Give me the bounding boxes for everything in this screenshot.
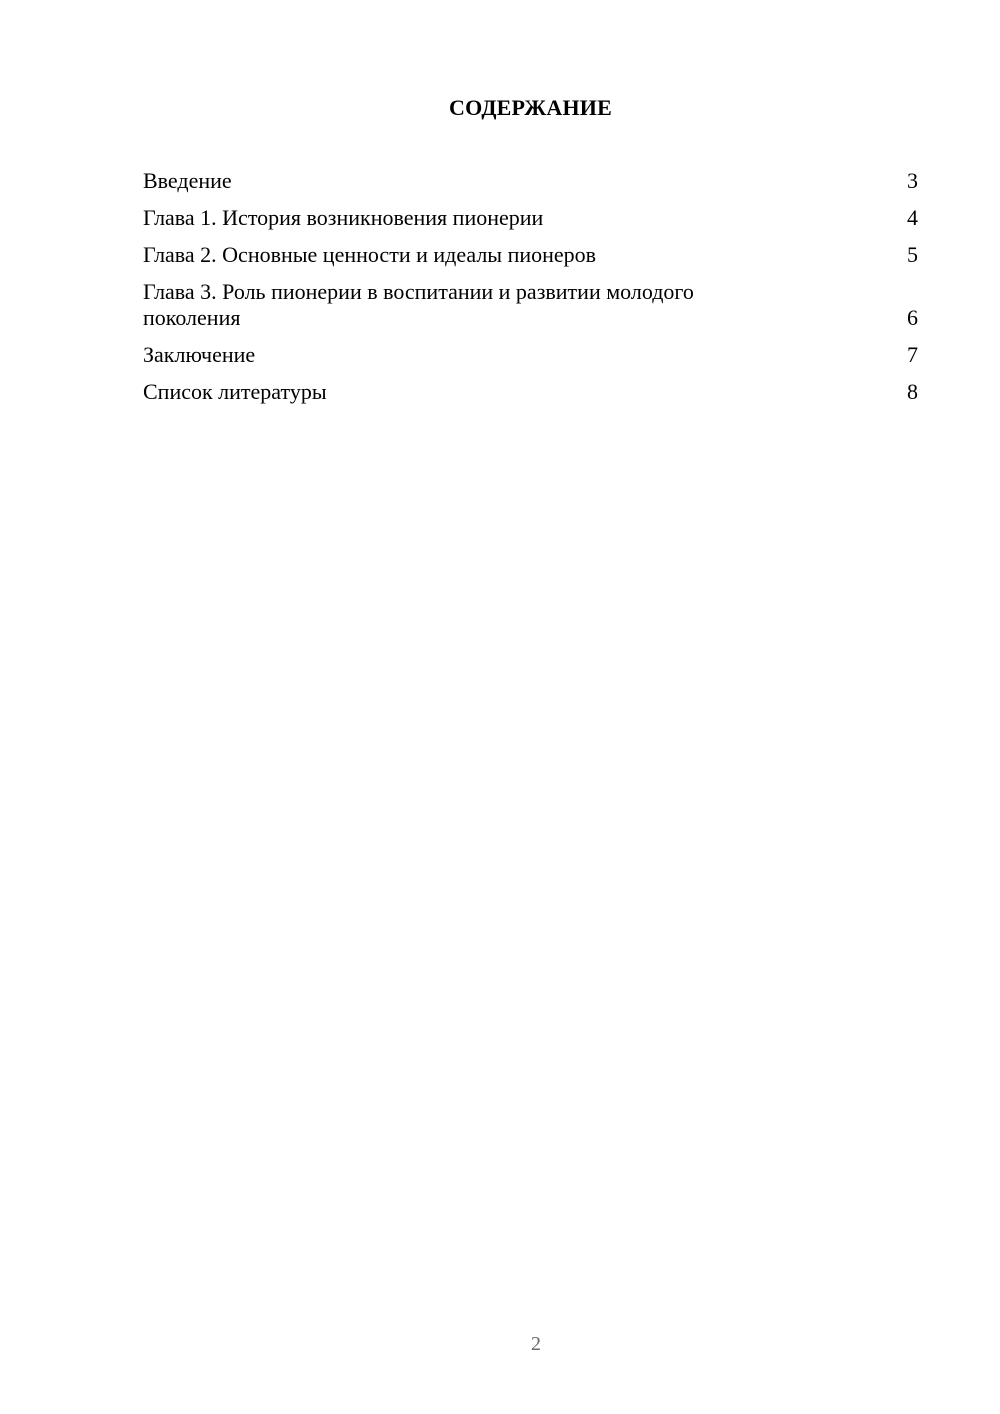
toc-entry-label: Глава 3. Роль пионерии в воспитании и развитии молодого поколения xyxy=(143,279,694,330)
toc-entry-bibliography xyxy=(143,379,918,405)
toc-entry-chapter-1 xyxy=(143,205,918,231)
toc-entry-label: Глава 1. История возникновения пионерии xyxy=(143,205,544,230)
toc-entry-page: 5 xyxy=(907,242,918,267)
toc-entry-label: Заключение xyxy=(143,342,256,367)
toc-entry-chapter-3 xyxy=(143,279,918,331)
toc-entry-label: Введение xyxy=(143,168,232,193)
toc-entry-page: 3 xyxy=(907,168,918,193)
toc-entry-label: Глава 2. Основные ценности и идеалы пионеров xyxy=(143,242,597,267)
table-of-contents xyxy=(143,168,918,416)
toc-entry-chapter-2 xyxy=(143,242,918,268)
toc-entry-introduction xyxy=(143,168,918,194)
toc-entry-page: 7 xyxy=(907,342,918,367)
toc-title: СОДЕРЖАНИЕ xyxy=(449,95,612,120)
toc-entry-conclusion xyxy=(143,342,918,368)
toc-entry-page: 4 xyxy=(907,205,918,230)
toc-entry-page: 8 xyxy=(907,379,918,404)
page-number: 2 xyxy=(531,1333,541,1355)
toc-entry-page: 6 xyxy=(907,305,918,330)
toc-entry-label: Список литературы xyxy=(143,379,327,404)
